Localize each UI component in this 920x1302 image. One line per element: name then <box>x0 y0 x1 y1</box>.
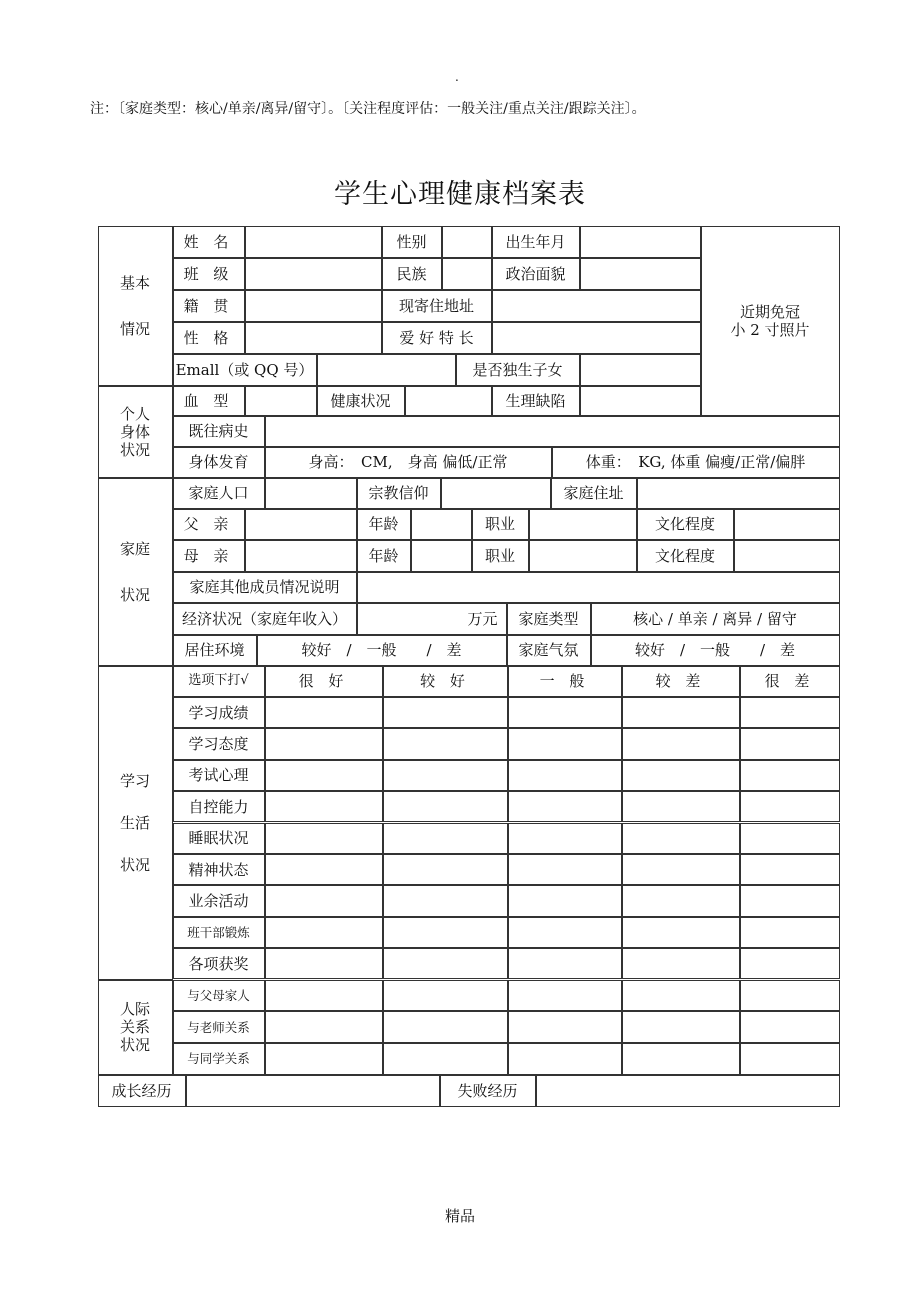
study-rating-cell[interactable] <box>622 728 740 759</box>
study-rating-cell[interactable] <box>622 917 740 948</box>
study-rating-cell[interactable] <box>740 728 840 759</box>
relation-rating-cell[interactable] <box>740 1011 840 1043</box>
study-rating-cell[interactable] <box>383 791 508 822</box>
study-rating-cell[interactable] <box>383 697 508 728</box>
field-defect[interactable] <box>580 386 701 416</box>
label-growth: 身体发育 <box>173 447 265 478</box>
label-defect: 生理缺陷 <box>492 386 580 416</box>
study-rating-cell[interactable] <box>622 885 740 916</box>
study-rating-cell[interactable] <box>265 697 383 728</box>
label-hobby: 爱 好 特 长 <box>382 322 492 354</box>
field-character[interactable] <box>245 322 382 354</box>
label-name: 姓 名 <box>173 226 245 258</box>
label-history: 既往病史 <box>173 416 265 447</box>
study-rating-cell[interactable] <box>383 728 508 759</box>
label-atmosphere: 家庭气氛 <box>507 635 591 666</box>
study-rating-cell[interactable] <box>740 948 840 979</box>
field-political[interactable] <box>580 258 701 290</box>
study-rating-cell[interactable] <box>265 791 383 822</box>
study-rating-cell[interactable] <box>622 948 740 979</box>
label-only-child: 是否独生子女 <box>456 354 580 386</box>
study-rating-cell[interactable] <box>740 760 840 791</box>
study-row-label: 业余活动 <box>173 885 265 916</box>
page-title: 学生心理健康档案表 <box>334 179 586 210</box>
relation-rating-cell[interactable] <box>508 980 622 1012</box>
field-population[interactable] <box>265 478 357 509</box>
study-row-label: 自控能力 <box>173 791 265 822</box>
field-birth[interactable] <box>580 226 701 258</box>
field-gender[interactable] <box>442 226 492 258</box>
study-level-header: 一 般 <box>508 666 622 697</box>
field-father[interactable] <box>245 509 357 540</box>
page-footer: 精品 <box>444 1207 475 1225</box>
study-rating-cell[interactable] <box>622 760 740 791</box>
study-row-label: 精神状态 <box>173 854 265 885</box>
label-failure-experience: 失败经历 <box>440 1075 536 1107</box>
field-email[interactable] <box>317 354 456 386</box>
study-row-label: 学习成绩 <box>173 697 265 728</box>
study-rating-cell[interactable] <box>508 728 622 759</box>
relation-row-label: 与老师关系 <box>173 1011 265 1043</box>
study-rating-cell[interactable] <box>508 697 622 728</box>
field-address[interactable] <box>492 290 701 322</box>
study-rating-cell[interactable] <box>265 854 383 885</box>
field-blood[interactable] <box>245 386 317 416</box>
section-personal-label: 个人 身体 状况 <box>98 386 173 478</box>
section-basic-label: 基本 情况 <box>98 226 173 386</box>
relation-rating-cell[interactable] <box>508 1011 622 1043</box>
study-rating-cell[interactable] <box>383 948 508 979</box>
relation-rating-cell[interactable] <box>740 1043 840 1075</box>
relation-rating-cell[interactable] <box>508 1043 622 1075</box>
field-religion[interactable] <box>441 478 551 509</box>
label-birth: 出生年月 <box>492 226 580 258</box>
relation-rating-cell[interactable] <box>265 980 383 1012</box>
study-rating-cell[interactable] <box>622 697 740 728</box>
label-father-job: 职业 <box>472 509 529 540</box>
field-name[interactable] <box>245 226 382 258</box>
study-rating-cell[interactable] <box>383 760 508 791</box>
study-rating-cell[interactable] <box>265 917 383 948</box>
study-rating-cell[interactable] <box>740 697 840 728</box>
study-rating-cell[interactable] <box>265 823 383 854</box>
relation-rating-cell[interactable] <box>383 980 508 1012</box>
relation-row-label: 与父母家人 <box>173 980 265 1012</box>
study-row-label: 学习态度 <box>173 728 265 759</box>
label-family-others: 家庭其他成员情况说明 <box>173 572 357 603</box>
study-row-label: 班干部锻炼 <box>173 917 265 948</box>
study-rating-cell[interactable] <box>508 791 622 822</box>
study-rating-cell[interactable] <box>622 854 740 885</box>
field-father-education[interactable] <box>734 509 840 540</box>
field-father-job[interactable] <box>529 509 637 540</box>
page-marker: . <box>455 70 459 84</box>
study-rating-cell[interactable] <box>508 854 622 885</box>
study-level-header: 很 差 <box>740 666 840 697</box>
study-level-header: 较 差 <box>622 666 740 697</box>
form-note: 注：〔家庭类型：核心/单亲/离异/留守〕。〔关注程度评估：一般关注/重点关注/跟踪关注〕。 <box>90 101 646 117</box>
label-mother-age: 年龄 <box>357 540 411 572</box>
study-rating-cell[interactable] <box>508 823 622 854</box>
label-mother-job: 职业 <box>472 540 529 572</box>
label-political: 政治面貌 <box>492 258 580 290</box>
field-hobby[interactable] <box>492 322 701 354</box>
section-relations-label: 人际 关系 状况 <box>98 980 173 1075</box>
relation-row-label: 与同学关系 <box>173 1043 265 1075</box>
field-growth-experience[interactable] <box>186 1075 440 1107</box>
label-mother: 母 亲 <box>173 540 245 572</box>
study-rating-cell[interactable] <box>622 791 740 822</box>
study-row-label: 考试心理 <box>173 760 265 791</box>
study-rating-cell[interactable] <box>265 948 383 979</box>
field-father-age[interactable] <box>411 509 472 540</box>
label-father-age: 年龄 <box>357 509 411 540</box>
field-home-address[interactable] <box>637 478 840 509</box>
field-weight[interactable]: 体重： KG, 体重 偏瘦/正常/偏胖 <box>552 447 840 478</box>
section-family-label: 家庭 状况 <box>98 478 173 666</box>
label-growth-experience: 成长经历 <box>98 1075 186 1107</box>
study-rating-cell[interactable] <box>265 760 383 791</box>
field-health[interactable] <box>405 386 492 416</box>
study-rating-cell[interactable] <box>622 823 740 854</box>
section-study-label: 学习 生活 状况 <box>98 666 173 980</box>
field-failure-experience[interactable] <box>536 1075 840 1107</box>
economy-unit: 万元 <box>467 609 498 628</box>
field-ethnic[interactable] <box>442 258 492 290</box>
study-rating-cell[interactable] <box>740 791 840 822</box>
study-rating-cell[interactable] <box>508 948 622 979</box>
label-character: 性 格 <box>173 322 245 354</box>
study-level-header: 很 好 <box>265 666 383 697</box>
study-rating-cell[interactable] <box>383 823 508 854</box>
study-rating-cell[interactable] <box>265 728 383 759</box>
field-living[interactable]: 较好 / 一般 / 差 <box>257 635 507 666</box>
archive-form-table <box>98 226 840 1107</box>
label-blood: 血 型 <box>173 386 245 416</box>
label-family-type: 家庭类型 <box>507 603 591 635</box>
field-class[interactable] <box>245 258 382 290</box>
field-only-child[interactable] <box>580 354 701 386</box>
relation-rating-cell[interactable] <box>622 980 740 1012</box>
study-rating-cell[interactable] <box>740 917 840 948</box>
label-class: 班 级 <box>173 258 245 290</box>
relation-rating-cell[interactable] <box>740 980 840 1012</box>
field-mother[interactable] <box>245 540 357 572</box>
label-address: 现寄住地址 <box>382 290 492 322</box>
study-rating-cell[interactable] <box>383 885 508 916</box>
relation-rating-cell[interactable] <box>265 1043 383 1075</box>
study-rating-cell[interactable] <box>740 885 840 916</box>
label-living: 居住环境 <box>173 635 257 666</box>
label-father: 父 亲 <box>173 509 245 540</box>
field-mother-job[interactable] <box>529 540 637 572</box>
study-rating-cell[interactable] <box>508 760 622 791</box>
label-gender: 性别 <box>382 226 442 258</box>
field-economy[interactable] <box>357 603 507 635</box>
relation-rating-cell[interactable] <box>622 1011 740 1043</box>
label-email: Emall（或 QQ 号） <box>173 354 317 386</box>
study-rating-cell[interactable] <box>265 885 383 916</box>
study-rating-cell[interactable] <box>740 854 840 885</box>
study-rating-cell[interactable] <box>383 854 508 885</box>
label-religion: 宗教信仰 <box>357 478 441 509</box>
label-mother-education: 文化程度 <box>637 540 734 572</box>
study-choose-label: 选项下打√ <box>173 666 265 697</box>
field-mother-age[interactable] <box>411 540 472 572</box>
study-rating-cell[interactable] <box>508 917 622 948</box>
study-row-label: 睡眠状况 <box>173 823 265 854</box>
relation-rating-cell[interactable] <box>383 1011 508 1043</box>
study-rating-cell[interactable] <box>383 917 508 948</box>
label-health: 健康状况 <box>317 386 405 416</box>
field-atmosphere[interactable]: 较好 / 一般 / 差 <box>591 635 840 666</box>
label-economy: 经济状况（家庭年收入） <box>173 603 357 635</box>
field-family-type[interactable]: 核心 / 单亲 / 离异 / 留守 <box>591 603 840 635</box>
relation-rating-cell[interactable] <box>265 1011 383 1043</box>
field-height[interactable]: 身高： CM, 身高 偏低/正常 <box>265 447 552 478</box>
label-native: 籍 贯 <box>173 290 245 322</box>
field-family-others[interactable] <box>357 572 840 603</box>
field-mother-education[interactable] <box>734 540 840 572</box>
study-row-label: 各项获奖 <box>173 948 265 979</box>
label-father-education: 文化程度 <box>637 509 734 540</box>
study-rating-cell[interactable] <box>508 885 622 916</box>
relation-rating-cell[interactable] <box>622 1043 740 1075</box>
field-native[interactable] <box>245 290 382 322</box>
study-level-header: 较 好 <box>383 666 508 697</box>
study-rating-cell[interactable] <box>740 823 840 854</box>
label-ethnic: 民族 <box>382 258 442 290</box>
relation-rating-cell[interactable] <box>383 1043 508 1075</box>
label-home-address: 家庭住址 <box>551 478 637 509</box>
label-population: 家庭人口 <box>173 478 265 509</box>
photo-area: 近期免冠 小 2 寸照片 <box>701 226 840 416</box>
field-history[interactable] <box>265 416 840 447</box>
